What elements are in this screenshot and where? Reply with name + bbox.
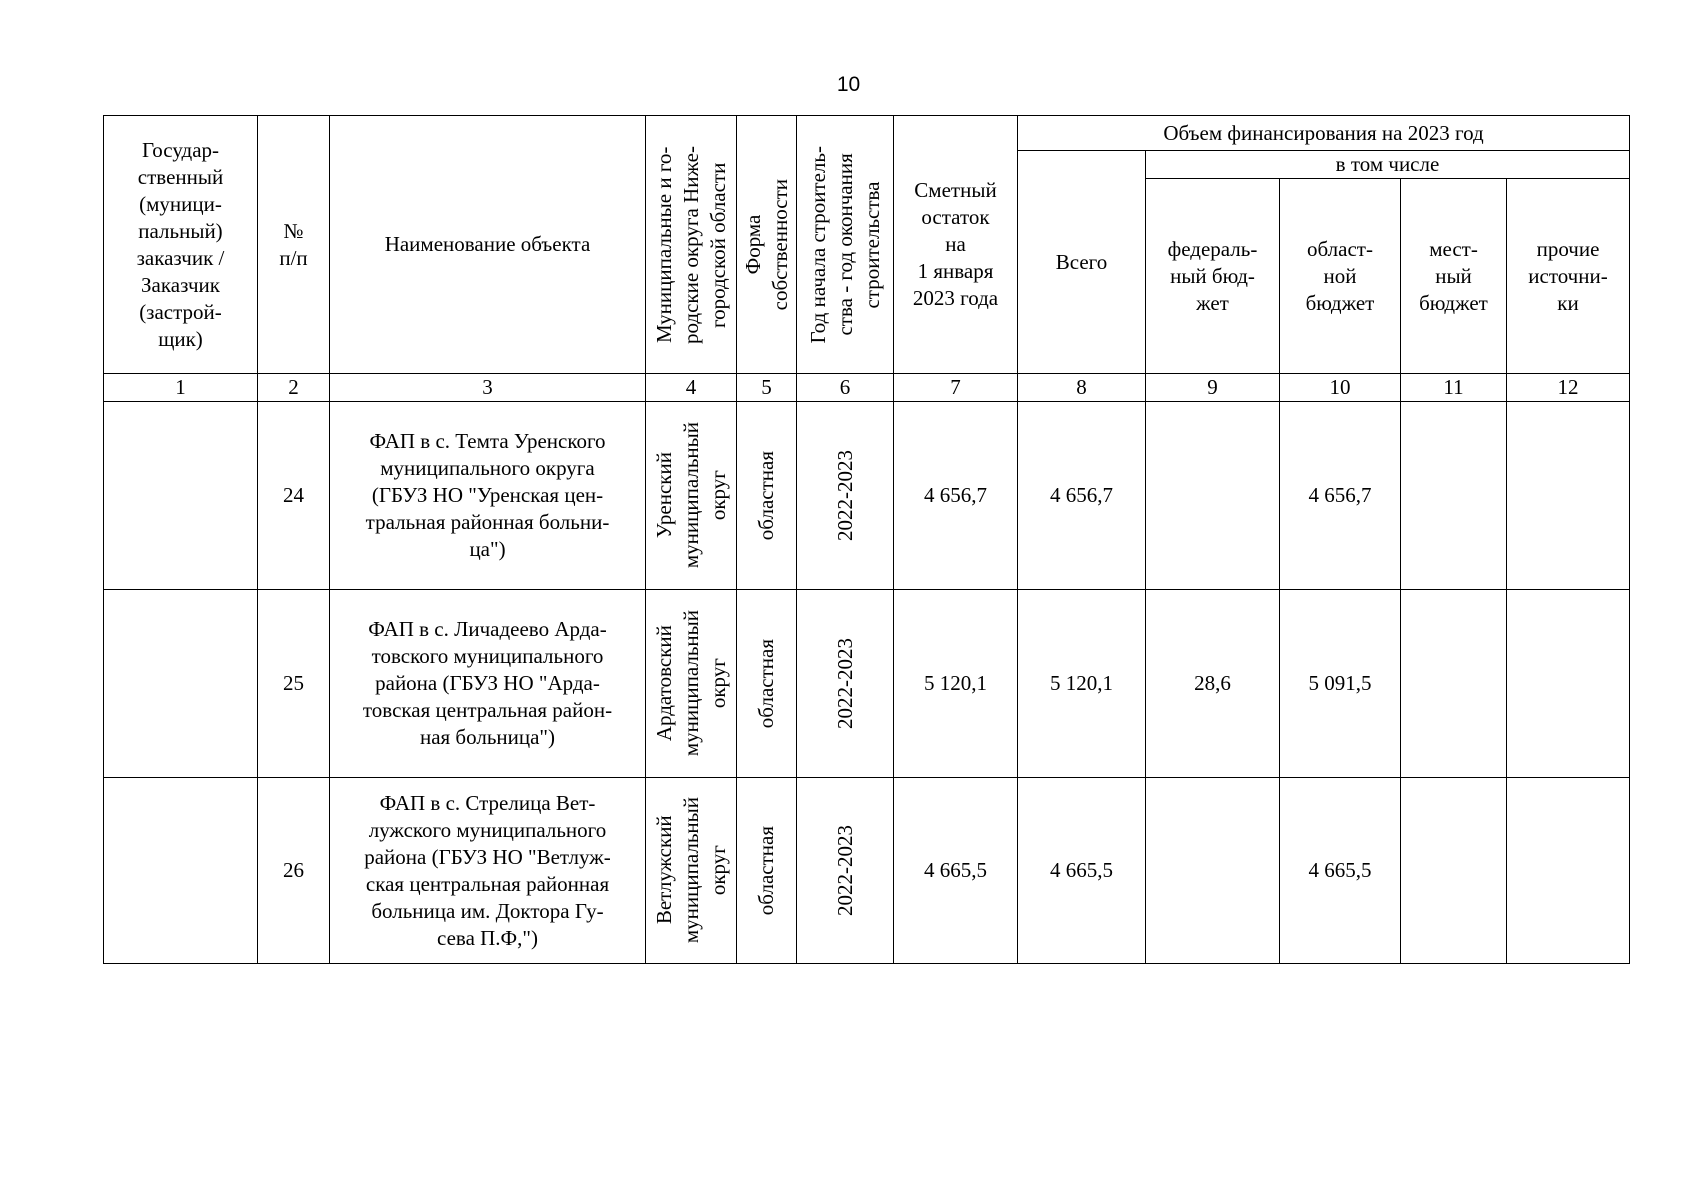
header-ownership xyxy=(737,116,797,374)
header-regional: област- ной бюджет xyxy=(1280,179,1401,374)
column-number: 12 xyxy=(1507,374,1630,402)
row-years-text: 2022-2023 xyxy=(832,825,857,916)
header-row-1 xyxy=(104,116,1630,151)
row-ownership xyxy=(737,402,797,590)
row-years xyxy=(797,590,894,778)
row-municipality xyxy=(646,402,737,590)
column-number: 10 xyxy=(1280,374,1401,402)
column-number: 1 xyxy=(104,374,258,402)
row-regional: 4 665,5 xyxy=(1280,778,1401,964)
row-municipality-text: Ардатовский муниципальный округ xyxy=(651,610,730,757)
row-ownership xyxy=(737,590,797,778)
row-years xyxy=(797,778,894,964)
header-funding-group: Объем финансирования на 2023 год xyxy=(1018,116,1630,151)
header-total: Всего xyxy=(1018,151,1146,374)
row-ownership xyxy=(737,778,797,964)
financing-table xyxy=(103,115,1630,964)
column-number: 8 xyxy=(1018,374,1146,402)
header-years xyxy=(797,116,894,374)
column-number: 11 xyxy=(1401,374,1507,402)
row-federal xyxy=(1146,778,1280,964)
column-number: 5 xyxy=(737,374,797,402)
row-federal: 28,6 xyxy=(1146,590,1280,778)
table-row xyxy=(104,402,1630,590)
row-ownership-text: областная xyxy=(754,638,778,729)
header-balance: Сметный остаток на 1 января 2023 года xyxy=(894,116,1018,374)
row-total: 5 120,1 xyxy=(1018,590,1146,778)
header-ownership-text: Форма собственности xyxy=(740,178,792,311)
row-federal xyxy=(1146,402,1280,590)
row-other xyxy=(1507,778,1630,964)
row-customer xyxy=(104,778,258,964)
row-municipality-text: Уренский муниципальный округ xyxy=(651,422,730,569)
row-years xyxy=(797,402,894,590)
header-federal: федераль- ный бюд- жет xyxy=(1146,179,1280,374)
row-total: 4 656,7 xyxy=(1018,402,1146,590)
row-number: 24 xyxy=(258,402,330,590)
row-customer xyxy=(104,402,258,590)
row-local xyxy=(1401,778,1507,964)
column-number: 6 xyxy=(797,374,894,402)
row-municipality xyxy=(646,778,737,964)
row-total: 4 665,5 xyxy=(1018,778,1146,964)
row-object-name: ФАП в с. Личадеево Арда- товского муниципального района (ГБУЗ НО "Арда- товская центральная район- ная больница") xyxy=(330,590,646,778)
header-municipality-text: Муниципальные и го- родские округа Ниже- городской области xyxy=(651,145,730,344)
header-object-name: Наименование объекта xyxy=(330,116,646,374)
table-row xyxy=(104,590,1630,778)
column-number: 3 xyxy=(330,374,646,402)
row-balance: 4 656,7 xyxy=(894,402,1018,590)
row-object-name: ФАП в с. Стрелица Вет- лужского муниципального района (ГБУЗ НО "Ветлуж- ская центральная районная больница им. Доктора Гу- сева П.Ф,") xyxy=(330,778,646,964)
row-other xyxy=(1507,590,1630,778)
header-other: прочие источни- ки xyxy=(1507,179,1630,374)
row-municipality xyxy=(646,590,737,778)
column-number: 2 xyxy=(258,374,330,402)
header-local: мест- ный бюджет xyxy=(1401,179,1507,374)
table-row xyxy=(104,778,1630,964)
row-balance: 5 120,1 xyxy=(894,590,1018,778)
row-number: 26 xyxy=(258,778,330,964)
column-number: 4 xyxy=(646,374,737,402)
row-balance: 4 665,5 xyxy=(894,778,1018,964)
header-municipality xyxy=(646,116,737,374)
row-municipality-text: Ветлужский муниципальный округ xyxy=(651,797,730,944)
row-years-text: 2022-2023 xyxy=(832,450,857,541)
row-other xyxy=(1507,402,1630,590)
page-number: 10 xyxy=(836,73,861,96)
header-including: в том числе xyxy=(1146,151,1630,179)
row-ownership-text: областная xyxy=(754,450,778,541)
row-local xyxy=(1401,590,1507,778)
row-ownership-text: областная xyxy=(754,825,778,916)
column-number: 9 xyxy=(1146,374,1280,402)
row-number: 25 xyxy=(258,590,330,778)
header-years-text: Год начала строитель- ства - год окончания строительства xyxy=(805,145,884,344)
row-customer xyxy=(104,590,258,778)
header-customer: Государ- ственный (муници- пальный) заказчик / Заказчик (застрой- щик) xyxy=(104,116,258,374)
row-regional: 5 091,5 xyxy=(1280,590,1401,778)
column-numbers-row xyxy=(104,374,1630,402)
header-number: № п/п xyxy=(258,116,330,374)
column-number: 7 xyxy=(894,374,1018,402)
row-local xyxy=(1401,402,1507,590)
row-object-name: ФАП в с. Темта Уренского муниципального округа (ГБУЗ НО "Уренская цен- тральная районная больни- ца") xyxy=(330,402,646,590)
row-regional: 4 656,7 xyxy=(1280,402,1401,590)
row-years-text: 2022-2023 xyxy=(832,638,857,729)
